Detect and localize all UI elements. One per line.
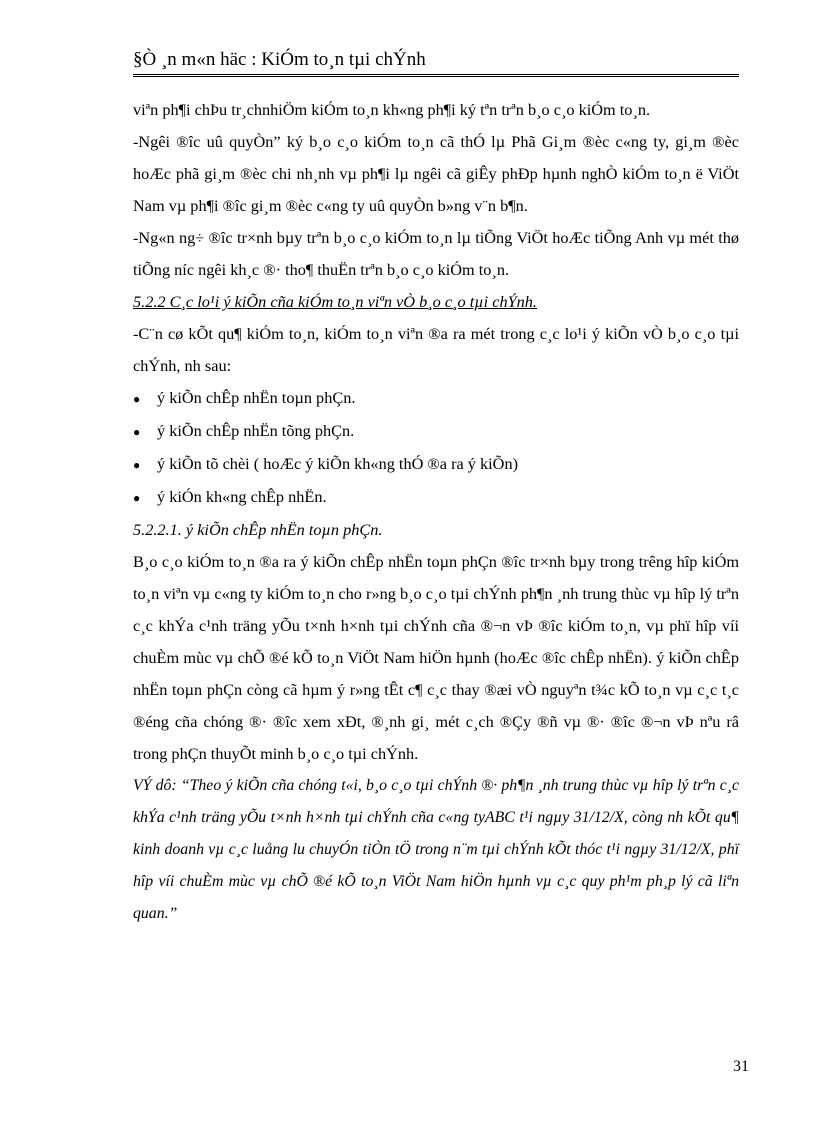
list-item xyxy=(133,415,739,448)
bullet-icon: ● xyxy=(133,458,141,472)
paragraph: B¸o c¸o kiÓm to¸n ®a ra ý kiÕn chÊp nhËn toµn phÇn ®îc tr×nh bµy trong trêng hîp kiÓm to¸n viªn vµ c«ng ty kiÓm to¸n cho r»ng b¸o c¸o tµi chÝnh ph¶n ¸nh trung thùc vµ hîp lý trªn c¸c khÝa c¹nh träng yÕu t×nh h×nh tµi chÝnh cña ®¬n vÞ ®îc kiÓm to¸n, vµ phï hîp víi chuÈm mùc vµ chÕ ®é kÕ to¸n ViÖt Nam hiÖn hµnh (hoÆc ®îc chÊp nhËn). ý kiÕn chÊp nhËn toµn phÇn còng cã hµm ý r»ng tÊt c¶ c¸c thay ®æi vÒ nguyªn t¾c kÕ to¸n vµ c¸c t¸c ®éng cña chóng ®· ®îc xem xÐt, ®¸nh gi¸ mét c¸ch ®Çy ®ñ vµ ®· ®îc ®¬n vÞ nªu râ trong phÇn thuyÕt minh b¸o c¸o tµi chÝnh. xyxy=(133,552,739,763)
list-item xyxy=(133,448,739,481)
document-body xyxy=(133,94,739,930)
list-item-text: ý kiÕn chÊp nhËn tõng phÇn. xyxy=(157,421,355,440)
list-item xyxy=(133,481,739,514)
list-item xyxy=(133,382,739,415)
page-number: 31 xyxy=(733,1058,749,1075)
page-header xyxy=(133,48,739,72)
bullet-icon: ● xyxy=(133,425,141,439)
list-item-text: ý kiÕn tõ chèi ( hoÆc ý kiÕn kh«ng thÓ ®a ra ý kiÕn) xyxy=(157,454,519,473)
paragraph: viªn ph¶i chÞu tr¸chnhiÖm kiÓm to¸n kh«ng ph¶i ký tªn trªn b¸o c¸o kiÓm to¸n. xyxy=(133,100,651,119)
list-item-text: ý kiÕn chÊp nhËn toµn phÇn. xyxy=(157,388,356,407)
header-rule-thin xyxy=(133,74,739,75)
bullet-icon: ● xyxy=(133,491,141,505)
header-rule-thick xyxy=(133,76,739,77)
section-heading: 5.2.2 C¸c lo¹i ý kiÕn cña kiÓm to¸n viªn vÒ b¸o c¸o tµi chÝnh. xyxy=(133,292,537,311)
paragraph: -Ngêi ®îc uû quyÒn” ký b¸o c¸o kiÓm to¸n cã thÓ lµ Phã Gi¸m ®èc c«ng ty, gi¸m ®èc hoÆc phã gi¸m ®èc chi nh¸nh vµ ph¶i lµ ngêi cã giÊy phÐp hµnh nghÒ kiÓm to¸n ë ViÖt Nam vµ ph¶i ®îc gi¸m ®èc c«ng ty uû quyÒn b»ng v¨n b¶n. xyxy=(133,132,739,215)
header-title: §Ò ¸n m«n häc : KiÓm to¸n tµi chÝnh xyxy=(133,49,426,70)
bullet-icon: ● xyxy=(133,392,141,406)
paragraph: -C¨n cø kÕt qu¶ kiÓm to¸n, kiÓm to¸n viªn ®a ra mét trong c¸c lo¹i ý kiÕn vÒ b¸o c¸o tµi chÝnh, nh sau: xyxy=(133,324,739,375)
list-item-text: ý kiÓn kh«ng chÊp nhËn. xyxy=(157,487,327,506)
paragraph: -Ng«n ng÷ ®îc tr×nh bµy trªn b¸o c¸o kiÓm to¸n lµ tiÕng ViÖt hoÆc tiÕng Anh vµ mét thø tiÕng níc ngêi kh¸c ®· tho¶ thuËn trªn b¸o c¸o kiÓm to¸n. xyxy=(133,228,739,279)
example-paragraph: VÝ dô: “Theo ý kiÕn cña chóng t«i, b¸o c¸o tµi chÝnh ®· ph¶n ¸nh trung thùc vµ hîp lý trªn c¸c khÝa c¹nh träng yÕu t×nh h×nh tµi chÝnh cña c«ng tyABC t¹i ngµy 31/12/X, còng nh kÕt qu¶ kinh doanh vµ c¸c luång lu chuyÓn tiÒn tÖ trong n¨m tµi chÝnh kÕt thóc t¹i ngµy 31/12/X, phï hîp víi chuÈm mùc vµ chÕ ®é kÕ to¸n ViÖt Nam hiÖn hµnh vµ c¸c quy ph¹m ph¸p lý cã liªn quan.” xyxy=(133,777,739,922)
subsection-heading: 5.2.2.1. ý kiÕn chÊp nhËn toµn phÇn. xyxy=(133,520,383,539)
